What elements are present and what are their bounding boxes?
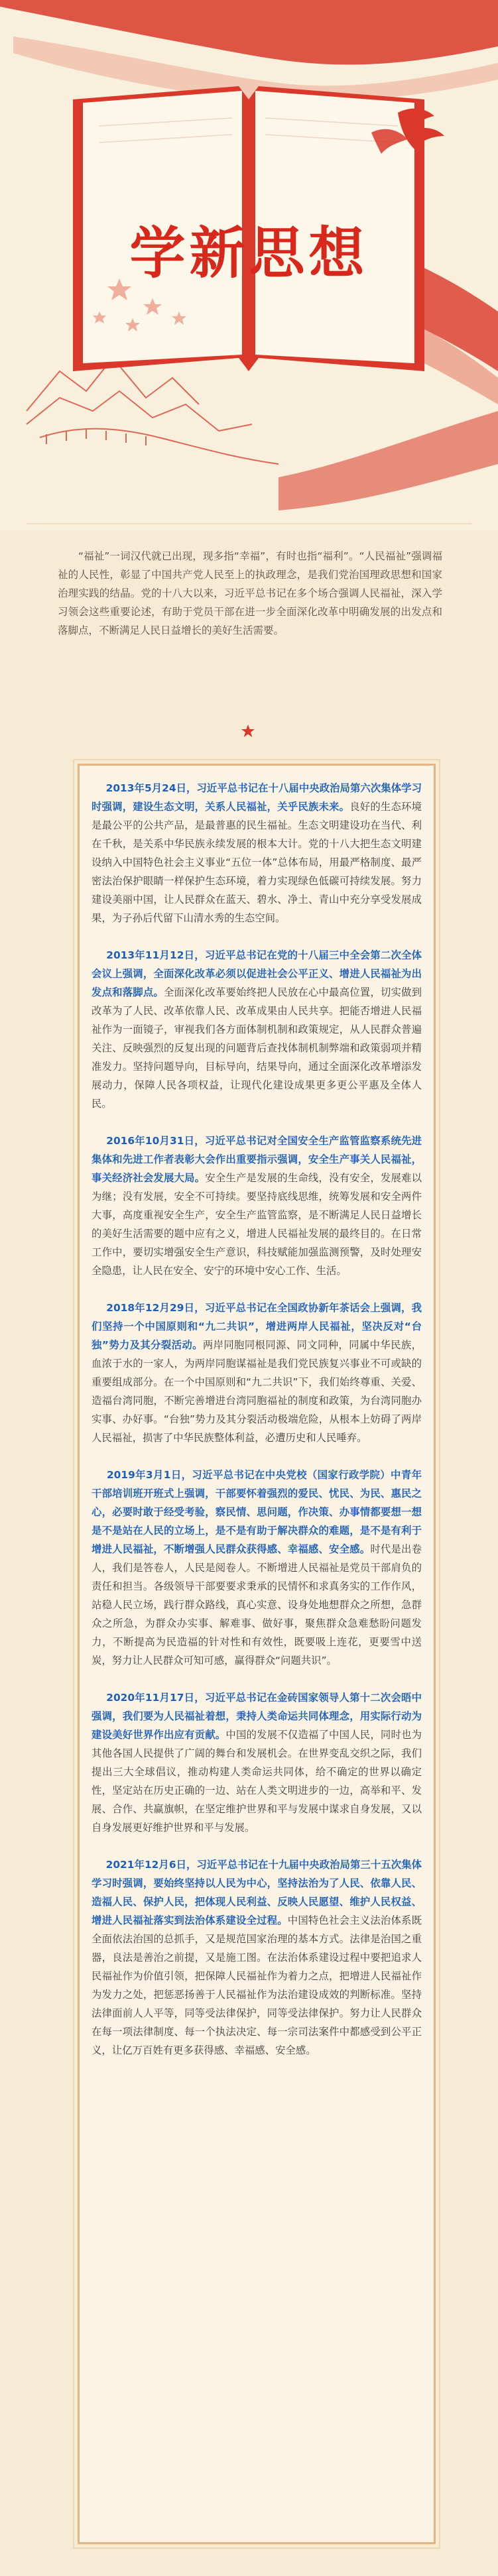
paragraph-body: 时代是出卷人，我们是答卷人，人民是阅卷人。不断增进人民福祉是党员干部肩负的责任和担当。各级领导干部要要求秉承的民情怀和求真务实的工作作风，站稳人民立场，践行群众路线，真心实意、设身处地想群众之所想，急群众之所急，为群众办实事、解难事、做好事，聚焦群众急难愁盼问题发力，不断提高为民造福的针对性和有效性，既要吸上连花，更要雪中送炭，努力让人民群众可知可感，赢得群众“问题共识”。: [92, 1543, 422, 1667]
paragraph-date: 2019年3月1日，: [106, 1469, 192, 1481]
paragraph-highlight: 习近平总书记对全国安全生产监管监察系统先进集体和先进工作者表彰大会作出重要指示强调，安全生产事关人民福祉，事关经济社会发展大局。: [92, 1135, 422, 1184]
paragraph-2016-10: [92, 1132, 422, 1280]
paragraph-highlight: 习近平总书记在党的十八届三中全会第二次全体会议上强调，全面深化改革必须以促进社会公平正义、增进人民福祉为出发点和落脚点。: [92, 949, 422, 998]
star-icon: [241, 724, 255, 738]
paragraph-highlight: 习近平总书记在中央党校（国家行政学院）中青年干部培训班开班式上强调，干部要怀着强烈的爱民、忧民、为民、惠民之心，必要时敢于经受考验，察民情、思问题，作决策、办事情都要想一想是不是站在人民的立场上，是不是有助于解决群众的难题，是不是有利于增进人民福祉，不断增强人民群众获得感、幸福感、安全感。: [92, 1469, 422, 1555]
great-wall-illustration: [27, 358, 279, 464]
page-title: 学新思想: [129, 221, 369, 286]
paragraph-date: 2013年11月12日，: [106, 949, 205, 961]
paragraph-2013-05: [92, 779, 422, 927]
paragraph-body: 中国特色社会主义法治体系既全面依法治国的总抓手，又是规范国家治理的基本方式。法律是治国之重器，良法是善治之前提，又是施工图。在法治体系建设过程中要把追求人民福祉作为价值引领，把保障人民福祉作为着力之点，把增进人民福祉作为发力之处，把惩恶扬善于人民福祉作为法治建设成效的判断标准。坚持法律面前人人平等，同等受法律保护，同等受法律保护。努力让人民群众在每一项法律制度、每一个执法决定、每一宗司法案件中都感受到公平正义，让亿万百姓有更多获得感、幸福感、安全感。: [92, 1914, 422, 2056]
paragraph-body: 安全生产是发展的生命线，没有安全，发展难以为继；没有发展，安全不可持续。要坚持底线思维，统筹发展和安全两件大事，高度重视安全生产，安全生产监管监察，是不断满足人民日益增长的美好生活需要的题中应有之义，增进人民福祉发展的最终目的。在日常工作中，要切实增强安全生产意识，科技赋能加强监测预警，及时处理安全隐患，让人民在安全、安宁的环境中安心工作、生活。: [92, 1172, 422, 1277]
paragraph-highlight: 习近平总书记在十八届中央政治局第六次集体学习时强调，建设生态文明，关系人民福祉，关乎民族未来。: [92, 782, 422, 813]
paragraph-2013-11: [92, 946, 422, 1113]
paragraph-body: 两岸同胞同根同源、同文同种，同属中华民族，血浓于水的一家人，为两岸同胞谋福祉是我们党民族复兴事业不可或缺的重要组成部分。在一个中国原则和“九二共识”下，我们始终尊重、关爱、造福台湾同胞，不断完善增进台湾同胞福祉的制度和政策，为台湾同胞办实事、办好事。“台独”势力及其分裂活动极端危险，从根本上妨碍了两岸人民福祉，损害了中华民族整体利益，必遭历史和人民唾弃。: [92, 1339, 422, 1444]
paragraph-2018-12: [92, 1299, 422, 1447]
paragraph-date: 2021年12月6日，: [105, 1859, 197, 1871]
paragraph-body: 中国的发展不仅造福了中国人民，同时也为其他各国人民提供了广阔的舞台和发展机会。在世界变乱交织之际，我们提出三大全球倡议，推动构建人类命运共同体，给不确定的世界以确定性，坚定站在历史正确的一边、站在人类文明进步的一边，高举和平、发展、合作、共赢旗帜，在坚定维护世界和平与发展中谋求自身发展，又以自身发展更好维护世界和平与发展。: [92, 1729, 422, 1834]
paragraph-2019-03: [92, 1466, 422, 1670]
paragraph-date: 2013年5月24日，: [105, 782, 197, 794]
hero-banner: [0, 0, 498, 530]
intro-paragraph: “福祉”一词汉代就已出现，现多指“幸福”，有时也指“福利”。“人民福祉”强调福祉的人民性，彰显了中国共产党人民至上的执政理念，是我们党治国理政思想和国家治理实践的结晶。党的十八大以来，习近平总书记在多个场合强调人民福祉，深入学习领会这些重要论述，有助于党员干部在进一步全面深化改革中明确发展的出发点和落脚点，不断满足人民日益增长的美好生活需要。: [58, 550, 442, 636]
brush-stroke-bottom: [279, 411, 498, 510]
paragraph-date: 2016年10月31日，: [106, 1135, 205, 1147]
paragraph-body: 全面深化改革要始终把人民放在心中最高位置，切实做到改革为了人民、改革依靠人民、改革成果由人民共享。把能否增进人民福祉作为一面镜子，审视我们各方面体制机制和政策规定，从人民群众普遍关注、反映强烈的反复出现的问题背后查找体制机制弊端和政策弱项并精准发力。坚持问题导向，目标导向，结果导向，通过全面深化改革增添发展动力，保障人民各项权益，让现代化建设成果更多更公平惠及全体人民。: [92, 986, 422, 1110]
paragraph-body: 良好的生态环境是最公平的公共产品，是最普惠的民生福祉。生态文明建设功在当代、利在千秋，是关系中华民族永续发展的根本大计。党的十八大把生态文明建设纳入中国特色社会主义事业“五位一体”总体布局，用最严格制度、最严密法治保护眼睛一样保护生态环境，着力实现绿色低碳可持续发展。努力建设美丽中国，让人民群众在蓝天、碧水、净土、青山中充分享受发展成果，为子孙后代留下山清水秀的生态空间。: [92, 801, 422, 924]
paragraph-2021-12: [92, 1855, 422, 2060]
paragraph-highlight: 习近平总书记在十九届中央政治局第三十五次集体学习时强调，要始终坚持以人民为中心，坚持法治为了人民、依靠人民、造福人民、保护人民，把体现人民利益、反映人民愿望、维护人民权益、增进人民福祉落实到法治体系建设全过程。: [92, 1859, 422, 1926]
paragraph-date: 2020年11月17日，: [106, 1692, 205, 1704]
paragraph-2020-11: [92, 1688, 422, 1837]
paragraph-highlight: 习近平总书记在全国政协新年茶话会上强调，我们坚持一个中国原则和“九二共识”，增进两岸人民福祉，坚决反对“台独”势力及其分裂活动。: [92, 1302, 422, 1351]
paragraph-date: 2018年12月29日，: [106, 1302, 205, 1314]
content-card: [78, 764, 436, 2544]
paragraph-highlight: 习近平总书记在金砖国家领导人第十二次会晤中强调，我们要为人民福祉着想，秉持人类命运共同体理念，用实际行动为建设美好世界作出应有贡献。: [92, 1692, 422, 1741]
